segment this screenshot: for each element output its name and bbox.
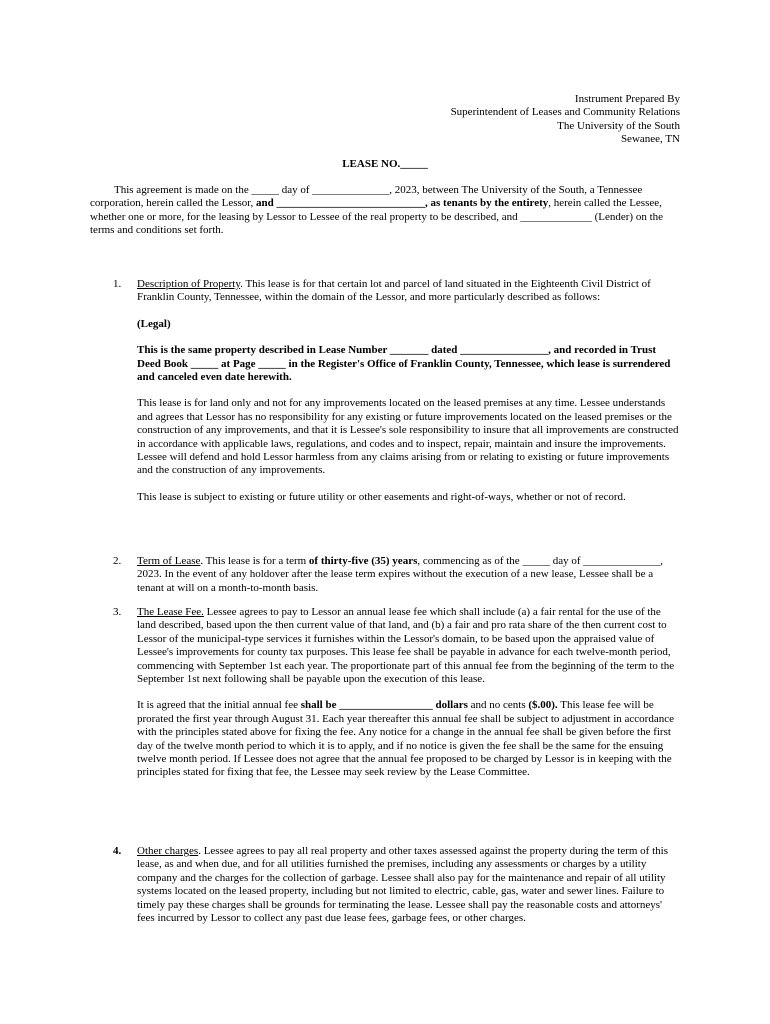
section-description-of-property (113, 278, 680, 504)
superintendent-line: Superintendent of Leases and Community Relations (450, 106, 680, 119)
intro-tenants-bold: and ___________________________, as tenants by the entirety (256, 197, 549, 210)
same-property-paragraph: This is the same property described in Lease Number _______ dated ________________, and recorded in Trust Deed Book _____ at Page _____ in the Register's Office of Franklin County, Tennessee, which lease is surrendered and canceled even date herewith. (137, 344, 671, 384)
section-text-2: , commencing as of the _____ day of ______________, 2023. In the event of any holdover after the lease term expires without the execution of a new lease, Lessee shall be a tenant at will on a month-to-month basis. (137, 555, 663, 594)
intro-text-1: This agreement is made on the _____ day of ______________, 2023, between The University of the South, a Tennessee corporation, herein called the Lessor, (90, 184, 643, 210)
intro-text-2: , herein called the Lessee, whether one or more, for the leasing by Lessor to Lessee of the real property to be described, and _____________ (Lender) on the terms and conditions set forth. (90, 197, 664, 237)
fee-amount-bold: shall be _________________ dollars (300, 699, 468, 712)
lease-number-heading: LEASE NO._____ (342, 158, 428, 170)
section-other-charges (113, 845, 680, 925)
university-line: The University of the South (557, 119, 680, 132)
location-line: Sewanee, TN (620, 133, 680, 146)
legal-placeholder: (Legal) (137, 317, 171, 330)
section-text-1: . This lease is for a term (200, 555, 309, 567)
fee-text-c: and no cents (467, 699, 529, 712)
land-only-paragraph: This lease is for land only and not for any improvements located on the leased premises at any time. Lessee understands and agrees that Lessor has no responsibility for any existing or future improvements located on the leased premises or the construction of any improvements, and that it is Lessee's sole responsibility to insure that all improvements are constructed in accordance with applicable laws, regulations, and codes and to inspect, repair, maintain and insure the improvements. Lessee will defend and hold Lessor harmless from any claims arising from or relating to existing or future improvements and the construction of any improvements. (137, 397, 679, 477)
fee-text-e: This lease fee will be prorated the first year through August 31. Each year thereafter this annual fee shall be subject to adjustment in accordance with the principles stated above for fixing the fee. Any notice for a change in the annual fee shall be given before the first day of the twelve month period to which it is to apply, and if no notice is given the fee shall be the same for the ensuing twelve month period. If Lessee does not agree that the annual fee proposed to be charged by Lessor is in keeping with the principles stated for fixing that fee, the Lessee may seek review by the Lease Committee. (137, 699, 674, 779)
section-number: 3. (113, 606, 122, 618)
term-bold: of thirty-five (35) years (308, 555, 418, 567)
easements-paragraph: This lease is subject to existing or future utility or other easements and right-of-ways, whether or not of record. (137, 490, 626, 503)
section-title: Term of Lease (137, 555, 201, 567)
initial-fee-paragraph (137, 699, 680, 779)
section-lease-fee (113, 606, 680, 780)
section-text: Lessee agrees to pay to Lessor an annual lease fee which shall include (a) a fair rental for the use of the land described, based upon the then current value of that land, and (b) a fair and pro rata share of the then current cost to Lessor of the municipal-type services it furnishes within the Lessor's domain, to be based upon the appraised value of Lessee's improvements for county tax purposes. This lease fee shall be payable in advance for each twelve-month period, commencing with September 1st each year. The proportionate part of this annual fee from the beginning of the term to the September 1st next following shall be payable upon the execution of this lease. (137, 606, 675, 686)
section-text: . Lessee agrees to pay all real property and other taxes assessed against the property during the term of this lease, as and when due, and for all utilities furnished the premises, including any assessments or charges by a utility company and the charges for the collection of garbage. Lessee shall also pay for the maintenance and repair of all utility systems located on the leased property, including but not limited to electric, cable, gas, water and sewer lines. Failure to timely pay these charges shall be grounds for terminating the lease. Lessee shall pay the reasonable costs and attorneys' fees incurred by Lessor to collect any past due lease fees, garbage fees, or other charges. (137, 845, 668, 925)
section-number: 2. (113, 555, 122, 567)
fee-text-a: It is agreed that the initial annual fee (137, 699, 301, 712)
section-text: . This lease is for that certain lot and parcel of land situated in the Eighteenth Civil District of Franklin County, Tennessee, within the domain of the Lessor, and more particularly described as follows: (137, 278, 651, 304)
section-title: Other charges (137, 845, 199, 857)
intro-paragraph (90, 184, 680, 238)
prepared-by-line: Instrument Prepared By (574, 93, 680, 105)
section-number: 4. (113, 845, 122, 857)
instrument-prepared-by-block (451, 93, 680, 147)
section-title: The Lease Fee. (137, 606, 204, 618)
fee-cents-bold: ($.00). (528, 699, 558, 712)
section-title: Description of Property (137, 278, 241, 290)
section-number: 1. (113, 278, 122, 290)
section-term-of-lease (113, 555, 680, 595)
